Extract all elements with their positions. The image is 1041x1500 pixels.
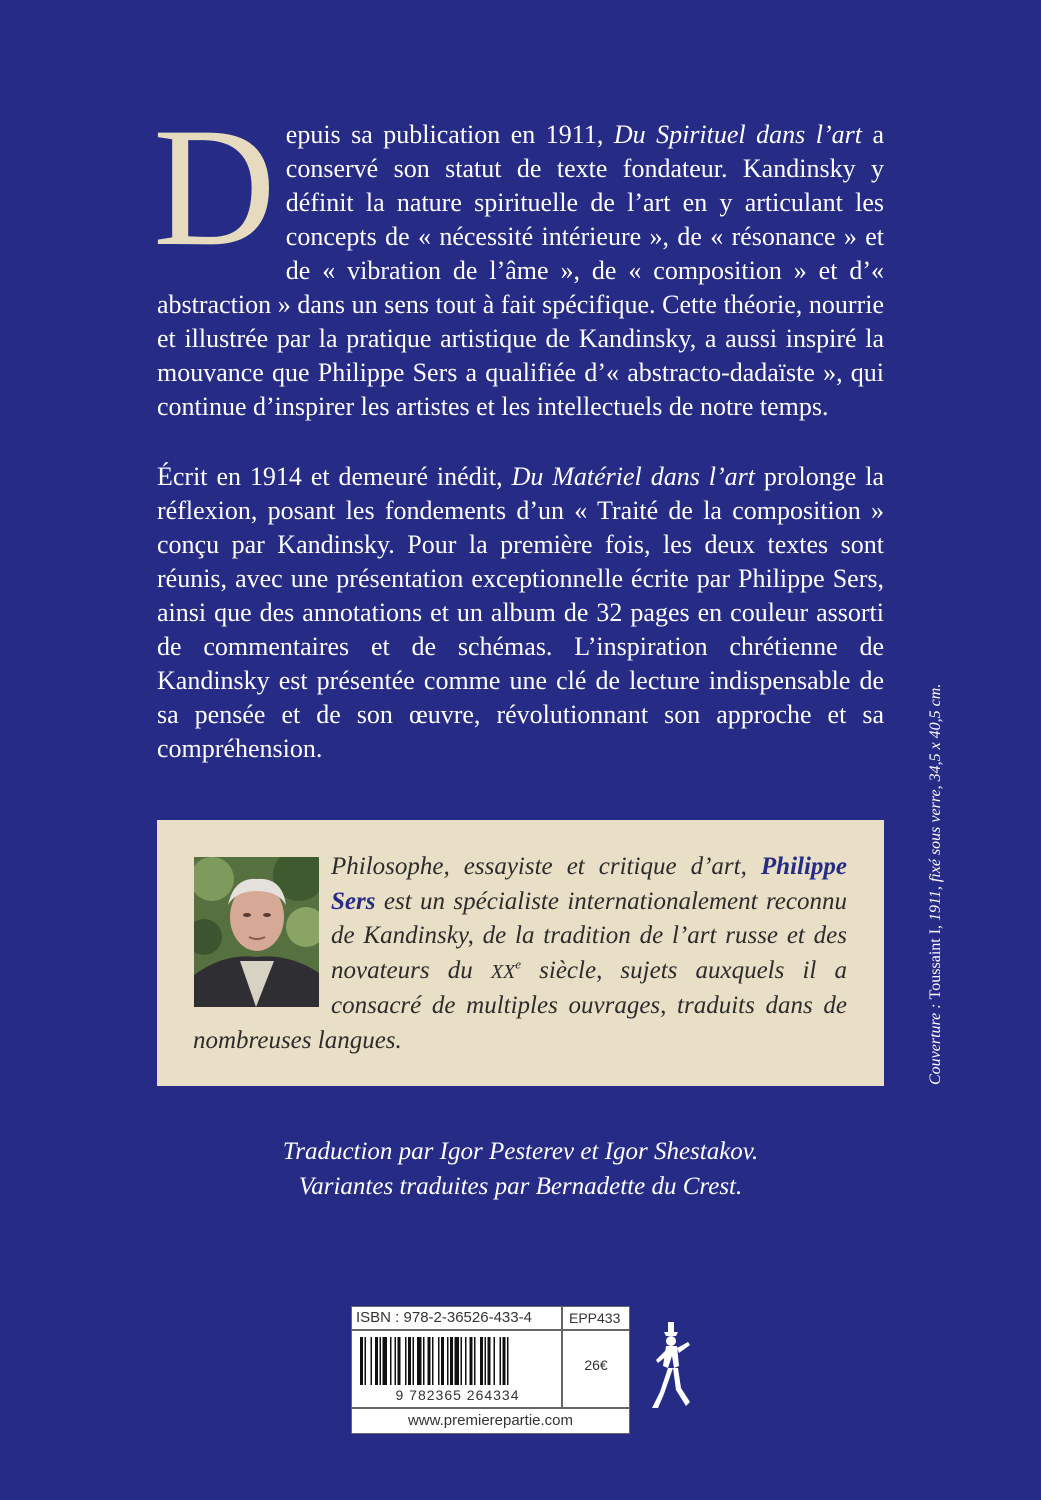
isbn-label: ISBN : 978-2-36526-433-4	[351, 1306, 562, 1330]
ean-digits: 9 782365 264334	[395, 1387, 520, 1403]
website: www.premierepartie.com	[351, 1408, 630, 1434]
cover-credit-year: 1911	[927, 890, 944, 921]
cover-credit-details: , fixé sous verre, 34,5 x 40,5 cm.	[927, 683, 944, 891]
bio-text-a: Philosophe, essayiste et critique d’art,	[331, 853, 761, 880]
price: 26€	[562, 1330, 630, 1408]
bio-text-b: est un spécialiste internationalement reconnu de Kandinsky, de la tradition de l’art russe et des novateurs du	[331, 887, 847, 984]
para1-text-b: a conservé son statut de texte fondateur. Kandinsky y définit la nature spirituelle de l’art en y articulant les concepts de « nécessité intérieure », de « résonance » et de « vibration de l’âme », de « composition » et d’« abstraction » dans un sens tout à fait spécifique. Cette théorie, nourrie et illustrée par la pratique artistique de Kandinsky, a aussi inspiré la mouvance que Philippe Sers a qualifiée d’« abstracto-dadaïste », qui continue d’inspirer les artistes et les intellectuels de notre temps.	[157, 120, 884, 421]
description-paragraph-1	[153, 93, 884, 424]
barcode-box	[351, 1306, 630, 1434]
book-title-materiel: Du Matériel dans l’art	[511, 462, 755, 491]
publisher-logo-icon	[648, 1322, 696, 1412]
description-paragraph-2	[157, 460, 884, 766]
barcode	[351, 1330, 562, 1408]
para1-text-a: epuis sa publication en 1911,	[285, 120, 614, 149]
author-name: Philippe Sers	[331, 853, 847, 915]
cover-credit-artist: Toussaint I,	[927, 920, 944, 1000]
translation-line-1: Traduction par Igor Pesterev et Igor Shestakov.	[282, 1138, 759, 1165]
para2-text-b: prolonge la réflexion, posant les fondements d’un « Traité de la composition » conçu par Kandinsky. Pour la première fois, les deux textes sont réunis, avec une présentation exceptionnelle écrite par Philippe Sers, ainsi que des annotations et un album de 32 pages en couleur assorti de commentaires et de schémas. L’inspiration chrétienne de Kandinsky est présentée comme une clé de lecture indispensable de sa pensée et de son œuvre, révolutionnant son approche et sa compréhension.	[157, 462, 884, 763]
drop-cap: D	[153, 93, 276, 281]
bio-text-c: siècle, sujets auxquels il a consacré de multiples ouvrages, traduits dans de nombreuses langues.	[193, 956, 847, 1054]
translation-credits	[157, 1134, 884, 1204]
translation-line-2: Variantes traduites par Bernadette du Crest.	[298, 1173, 743, 1200]
author-bio-box	[157, 820, 884, 1086]
cover-credit-label: Couverture :	[927, 999, 944, 1085]
bio-century: XX	[490, 960, 516, 983]
book-title-spirituel: Du Spirituel dans l’art	[613, 120, 862, 149]
para2-text-a: Écrit en 1914 et demeuré inédit,	[157, 462, 512, 491]
author-bio-text	[193, 850, 847, 1058]
bio-century-sup: e	[515, 956, 522, 972]
product-code: EPP433	[562, 1306, 630, 1330]
barcode-bars-icon	[360, 1337, 555, 1389]
cover-credit	[927, 625, 945, 1085]
